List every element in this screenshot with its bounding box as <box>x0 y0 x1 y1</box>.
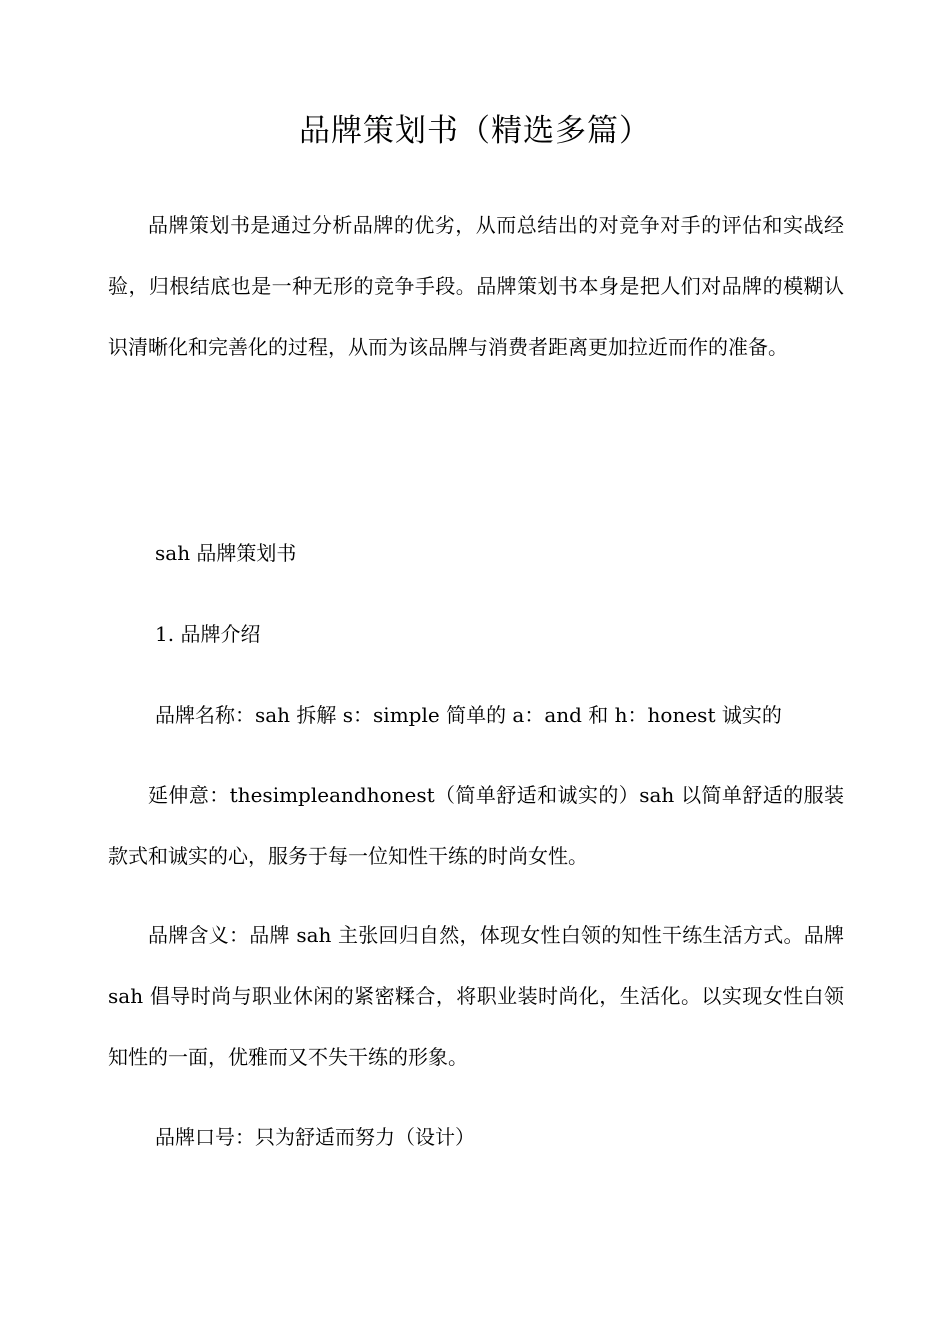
heading-brand-intro: 1. 品牌介绍 <box>155 622 261 646</box>
brand-name-line: 品牌名称：sah 拆解 s：simple 简单的 a：and 和 h：honest 诚实的 <box>155 703 782 727</box>
brand-slogan-line: 品牌口号：只为舒适而努力（设计） <box>155 1125 475 1149</box>
brand-meaning-paragraph: 品牌含义：品牌 sah 主张回归自然，体现女性白领的知性干练生活方式。品牌 sah 倡导时尚与职业休闲的紧密糅合，将职业装时尚化，生活化。以实现女性白领知性的一面，优雅而又不失干练的形象。 <box>108 923 844 1069</box>
document-title: 品牌策划书（精选多篇） <box>299 113 651 149</box>
extended-meaning-paragraph: 延伸意：thesimpleandhonest（简单舒适和诚实的）sah 以简单舒适的服装款式和诚实的心，服务于每一位知性干练的时尚女性。 <box>108 783 844 868</box>
section-title: sah 品牌策划书 <box>155 541 297 565</box>
intro-paragraph: 品牌策划书是通过分析品牌的优劣，从而总结出的对竞争对手的评估和实战经验，归根结底也是一种无形的竞争手段。品牌策划书本身是把人们对品牌的模糊认识清晰化和完善化的过程，从而为该品牌与消费者距离更加拉近而作的准备。 <box>108 213 844 359</box>
